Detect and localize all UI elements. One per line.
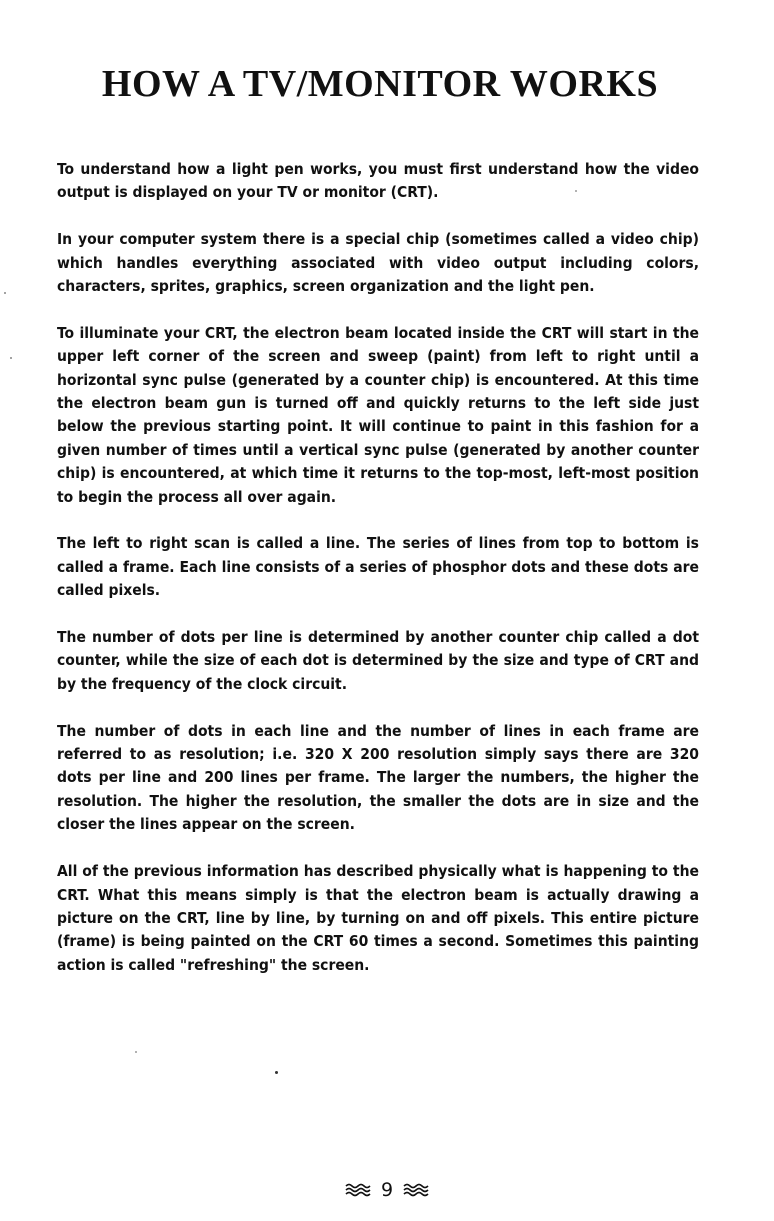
scan-speck xyxy=(135,1051,137,1053)
body-text xyxy=(57,158,699,1001)
page-title: HOW A TV/MONITOR WORKS xyxy=(101,63,659,105)
scan-speck xyxy=(10,357,12,359)
wave-ornament-icon xyxy=(345,1183,371,1197)
paragraph: To understand how a light pen works, you must first understand how the video output is displayed on your TV or monitor (CRT). xyxy=(57,160,699,202)
scan-speck xyxy=(575,190,577,192)
paragraph: In your computer system there is a special chip (sometimes called a video chip) which handles everything associated with video output including colors, characters, sprites, graphics, screen organization and the light pen. xyxy=(57,230,699,296)
paragraph: All of the previous information has described physically what is happening to the CRT. What this means simply is that the electron beam is actually drawing a picture on the CRT, line by line, by turning on and off pixels. This entire picture (frame) is being painted on the CRT 60 times a second. Sometimes this painting action is called "refreshing" the screen. xyxy=(57,862,699,974)
paragraph: The number of dots per line is determined by another counter chip called a dot counter, while the size of each dot is determined by the size and type of CRT and by the frequency of the clock circuit. xyxy=(57,628,699,693)
paragraph: The left to right scan is called a line. The series of lines from top to bottom is called a frame. Each line consists of a series of phosphor dots and these dots are called pixels. xyxy=(57,534,699,600)
scan-speck xyxy=(4,292,6,294)
paragraph: To illuminate your CRT, the electron beam located inside the CRT will start in the upper left corner of the screen and sweep (paint) from left to right until a horizontal sync pulse (generated by a counter chip) is encountered. At this time the electron beam gun is turned off and quickly returns to the left side just below the previous starting point. It will continue to paint in this fashion for a given number of times until a vertical sync pulse (generated by another counter chip) is encountered, at which time it returns to the top-most, left-most position to begin the process all over again. xyxy=(57,323,699,506)
scan-speck xyxy=(275,1071,278,1074)
paragraph: The number of dots in each line and the number of lines in each frame are referred to as resolution; i.e. 320 X 200 resolution simply says there are 320 dots per line and 200 lines per frame. The larger the numbers, the higher the resolution. The higher the resolution, the smaller the dots are in size and the closer the lines appear on the screen. xyxy=(57,721,699,834)
page-footer xyxy=(0,1180,774,1200)
page-number: 9 xyxy=(380,1179,394,1201)
wave-ornament-icon xyxy=(403,1183,429,1197)
